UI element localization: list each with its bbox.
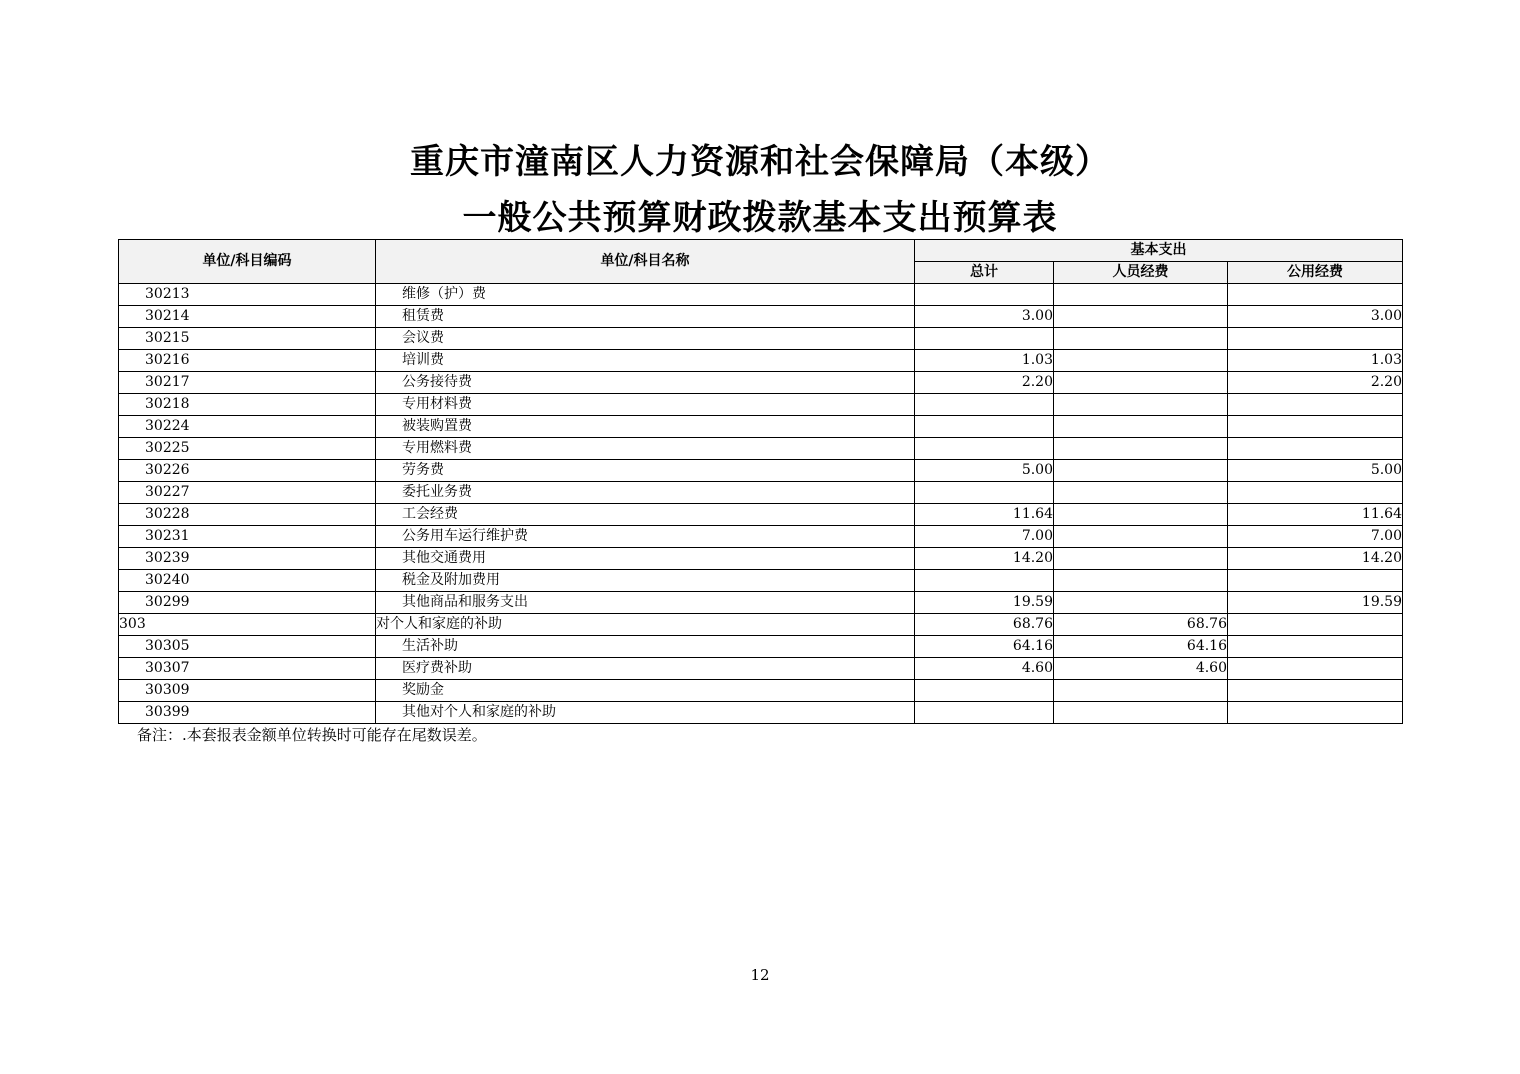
header-basic-expenditure: 基本支出 (915, 240, 1403, 262)
total-cell (915, 328, 1054, 350)
name-cell: 税金及附加费用 (376, 570, 915, 592)
name-cell: 奖励金 (376, 680, 915, 702)
name-cell: 工会经费 (376, 504, 915, 526)
table-row (119, 614, 1403, 636)
table-row (119, 592, 1403, 614)
name-cell: 专用材料费 (376, 394, 915, 416)
personnel-cell (1054, 482, 1228, 504)
public-cell: 2.20 (1228, 372, 1403, 394)
personnel-cell: 4.60 (1054, 658, 1228, 680)
total-cell: 5.00 (915, 460, 1054, 482)
public-cell (1228, 416, 1403, 438)
public-cell: 11.64 (1228, 504, 1403, 526)
table-row (119, 372, 1403, 394)
total-cell (915, 702, 1054, 724)
total-cell: 7.00 (915, 526, 1054, 548)
personnel-cell (1054, 394, 1228, 416)
total-cell (915, 394, 1054, 416)
total-cell (915, 570, 1054, 592)
code-cell: 30213 (119, 284, 376, 306)
code-cell: 30231 (119, 526, 376, 548)
code-cell: 30217 (119, 372, 376, 394)
name-cell: 劳务费 (376, 460, 915, 482)
personnel-cell (1054, 702, 1228, 724)
code-cell: 30214 (119, 306, 376, 328)
total-cell: 4.60 (915, 658, 1054, 680)
name-cell: 专用燃料费 (376, 438, 915, 460)
name-cell: 委托业务费 (376, 482, 915, 504)
total-cell (915, 416, 1054, 438)
code-cell: 30216 (119, 350, 376, 372)
name-cell: 维修（护）费 (376, 284, 915, 306)
table-row (119, 416, 1403, 438)
table-row (119, 658, 1403, 680)
total-cell (915, 284, 1054, 306)
code-cell: 30305 (119, 636, 376, 658)
personnel-cell (1054, 680, 1228, 702)
table-row (119, 570, 1403, 592)
personnel-cell (1054, 416, 1228, 438)
name-cell: 对个人和家庭的补助 (376, 614, 915, 636)
personnel-cell (1054, 526, 1228, 548)
code-cell: 30227 (119, 482, 376, 504)
code-cell: 303 (119, 614, 376, 636)
name-cell: 培训费 (376, 350, 915, 372)
public-cell: 3.00 (1228, 306, 1403, 328)
name-cell: 租赁费 (376, 306, 915, 328)
total-cell: 11.64 (915, 504, 1054, 526)
budget-table-body (119, 284, 1403, 724)
table-row (119, 482, 1403, 504)
name-cell: 其他商品和服务支出 (376, 592, 915, 614)
total-cell (915, 482, 1054, 504)
header-public: 公用经费 (1228, 262, 1403, 284)
code-cell: 30215 (119, 328, 376, 350)
code-cell: 30240 (119, 570, 376, 592)
total-cell: 1.03 (915, 350, 1054, 372)
personnel-cell (1054, 592, 1228, 614)
public-cell (1228, 614, 1403, 636)
code-cell: 30309 (119, 680, 376, 702)
footnote: 备注：.本套报表金额单位转换时可能存在尾数误差。 (137, 726, 487, 744)
public-cell: 14.20 (1228, 548, 1403, 570)
code-cell: 30399 (119, 702, 376, 724)
total-cell (915, 438, 1054, 460)
name-cell: 其他对个人和家庭的补助 (376, 702, 915, 724)
budget-table-header (119, 240, 1403, 284)
code-cell: 30228 (119, 504, 376, 526)
table-row (119, 504, 1403, 526)
personnel-cell (1054, 504, 1228, 526)
table-row (119, 702, 1403, 724)
personnel-cell (1054, 570, 1228, 592)
code-cell: 30299 (119, 592, 376, 614)
personnel-cell (1054, 306, 1228, 328)
total-cell: 68.76 (915, 614, 1054, 636)
public-cell: 1.03 (1228, 350, 1403, 372)
public-cell (1228, 482, 1403, 504)
table-row (119, 636, 1403, 658)
document-title-line2: 一般公共预算财政拨款基本支出预算表 (462, 198, 1058, 238)
name-cell: 被装购置费 (376, 416, 915, 438)
table-row (119, 350, 1403, 372)
table-row (119, 306, 1403, 328)
public-cell (1228, 438, 1403, 460)
code-cell: 30218 (119, 394, 376, 416)
public-cell (1228, 284, 1403, 306)
public-cell: 7.00 (1228, 526, 1403, 548)
total-cell (915, 680, 1054, 702)
budget-table (118, 239, 1403, 724)
public-cell: 5.00 (1228, 460, 1403, 482)
header-name: 单位/科目名称 (376, 240, 915, 284)
personnel-cell (1054, 372, 1228, 394)
table-row (119, 680, 1403, 702)
public-cell (1228, 394, 1403, 416)
table-row (119, 526, 1403, 548)
code-cell: 30225 (119, 438, 376, 460)
table-row (119, 328, 1403, 350)
public-cell (1228, 658, 1403, 680)
header-total: 总计 (915, 262, 1054, 284)
personnel-cell: 64.16 (1054, 636, 1228, 658)
document-title-line1: 重庆市潼南区人力资源和社会保障局（本级） (410, 142, 1110, 182)
personnel-cell (1054, 350, 1228, 372)
personnel-cell (1054, 284, 1228, 306)
personnel-cell (1054, 460, 1228, 482)
total-cell: 3.00 (915, 306, 1054, 328)
personnel-cell (1054, 438, 1228, 460)
public-cell (1228, 328, 1403, 350)
name-cell: 公务接待费 (376, 372, 915, 394)
code-cell: 30307 (119, 658, 376, 680)
header-code: 单位/科目编码 (119, 240, 376, 284)
table-row (119, 438, 1403, 460)
table-row (119, 548, 1403, 570)
table-row (119, 460, 1403, 482)
personnel-cell (1054, 548, 1228, 570)
personnel-cell: 68.76 (1054, 614, 1228, 636)
code-cell: 30239 (119, 548, 376, 570)
public-cell (1228, 636, 1403, 658)
personnel-cell (1054, 328, 1228, 350)
header-personnel: 人员经费 (1054, 262, 1228, 284)
public-cell (1228, 680, 1403, 702)
name-cell: 会议费 (376, 328, 915, 350)
total-cell: 14.20 (915, 548, 1054, 570)
public-cell (1228, 570, 1403, 592)
name-cell: 其他交通费用 (376, 548, 915, 570)
public-cell: 19.59 (1228, 592, 1403, 614)
table-row (119, 284, 1403, 306)
total-cell: 64.16 (915, 636, 1054, 658)
code-cell: 30224 (119, 416, 376, 438)
name-cell: 医疗费补助 (376, 658, 915, 680)
name-cell: 公务用车运行维护费 (376, 526, 915, 548)
name-cell: 生活补助 (376, 636, 915, 658)
total-cell: 2.20 (915, 372, 1054, 394)
table-row (119, 394, 1403, 416)
page-number: 12 (750, 966, 770, 984)
public-cell (1228, 702, 1403, 724)
code-cell: 30226 (119, 460, 376, 482)
total-cell: 19.59 (915, 592, 1054, 614)
